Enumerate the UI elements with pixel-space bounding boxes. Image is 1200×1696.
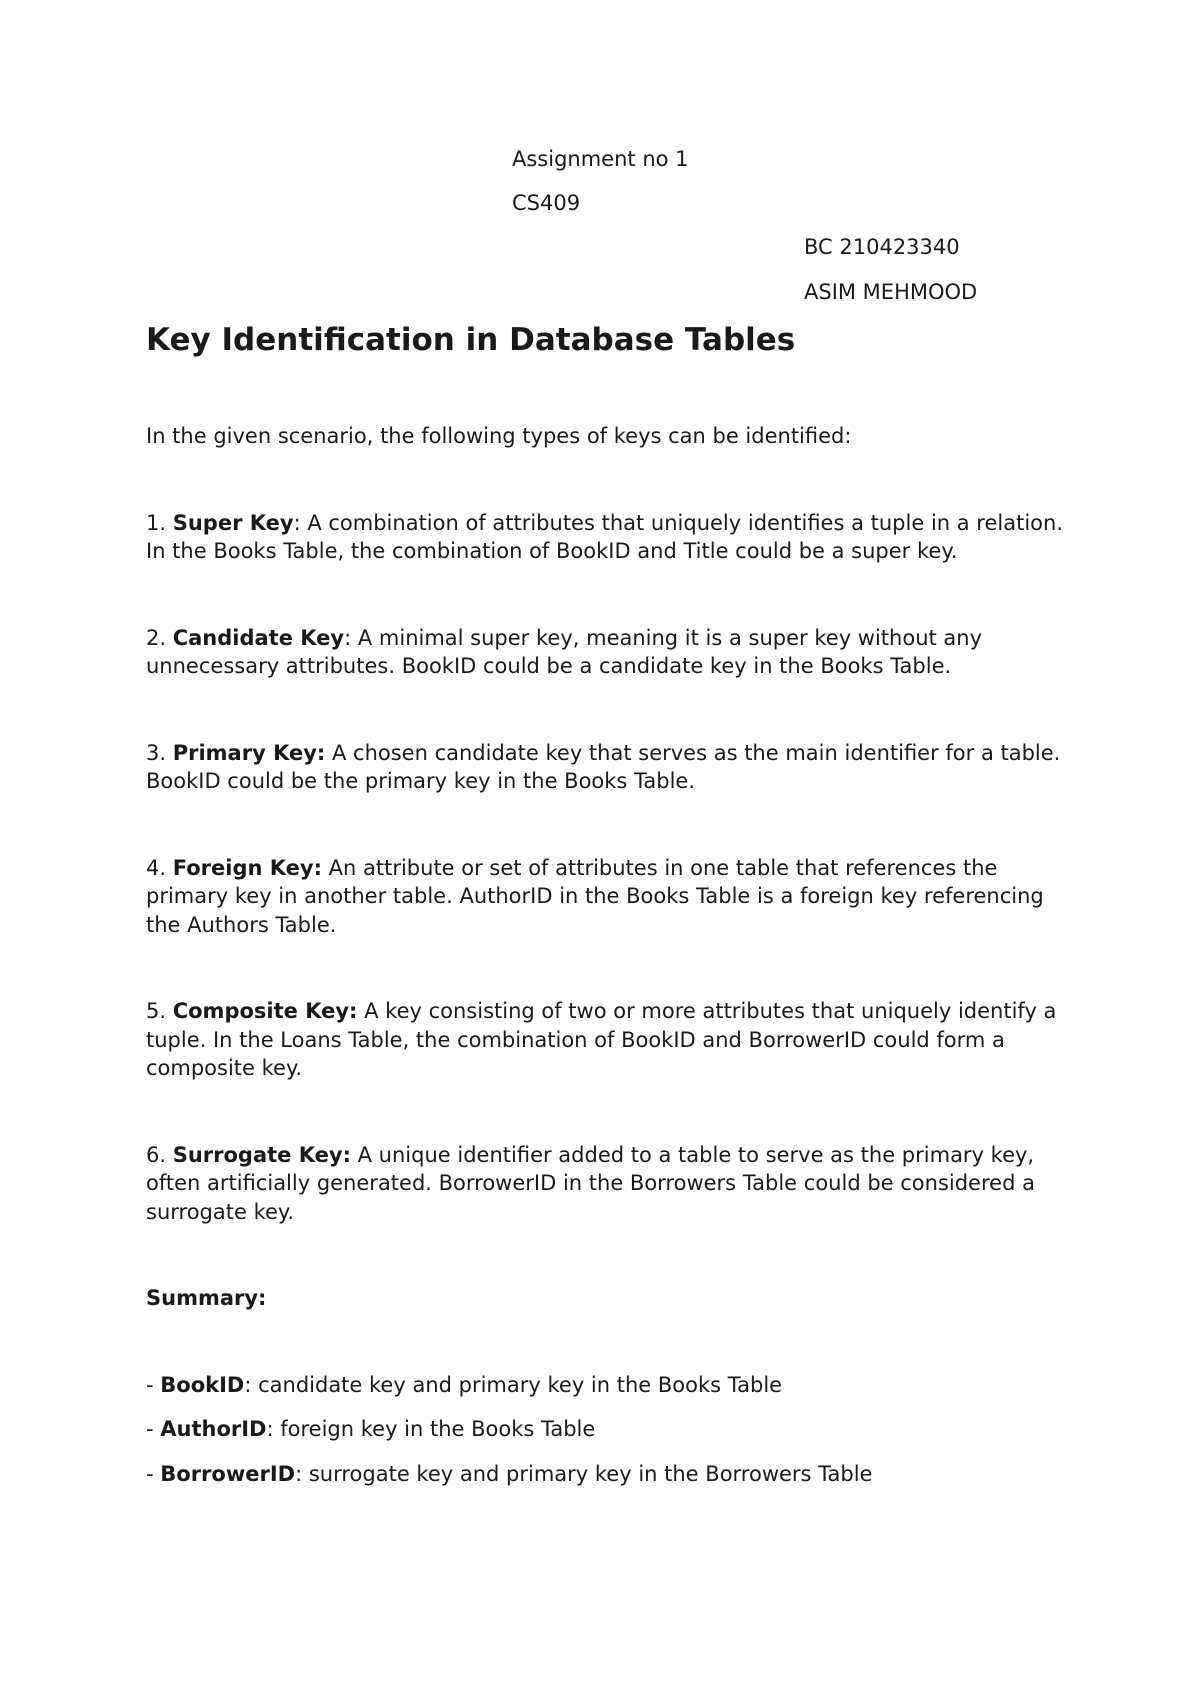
intro-paragraph: In the given scenario, the following types of keys can be identified: [146, 424, 852, 448]
item-text: A unique identifier added to a table to serve as the primary key, often artificially generated. BorrowerID in the Borrowers Table could be considered a surrogate key. [146, 1142, 1035, 1224]
summary-prefix: - [146, 1372, 161, 1397]
key-item-surrogate [146, 1141, 1066, 1227]
summary-heading: Summary: [146, 1286, 267, 1310]
item-number: 6. [146, 1142, 173, 1167]
key-item-composite [146, 997, 1066, 1083]
assignment-label: Assignment no 1 [512, 147, 689, 171]
summary-text: : surrogate key and primary key in the Borrowers Table [295, 1461, 873, 1486]
key-item-foreign [146, 854, 1066, 940]
summary-prefix: - [146, 1461, 161, 1486]
student-name: ASIM MEHMOOD [804, 280, 978, 304]
item-number: 1. [146, 510, 173, 535]
item-term: Super Key [172, 510, 294, 535]
summary-term: AuthorID [160, 1417, 267, 1441]
summary-item-borrowerid [146, 1460, 1066, 1489]
summary-item-authorid [146, 1415, 1066, 1444]
course-code: CS409 [512, 191, 581, 215]
document-body [146, 422, 1066, 1504]
summary-text: : foreign key in the Books Table [266, 1417, 596, 1441]
item-term: Primary Key: [172, 740, 326, 765]
item-text: An attribute or set of attributes in one table that references the primary key in another table. AuthorID in the Books Table is a foreign key referencing the Authors Table. [146, 855, 1044, 937]
summary-prefix: - [146, 1417, 161, 1441]
key-item-super [146, 509, 1066, 566]
item-number: 5. [146, 999, 173, 1023]
key-item-candidate [146, 624, 1066, 681]
item-term: Composite Key: [172, 999, 358, 1023]
item-term: Foreign Key: [172, 855, 322, 880]
item-number: 2. [146, 625, 173, 650]
summary-item-bookid [146, 1371, 1066, 1400]
item-text: A key consisting of two or more attributes that uniquely identify a tuple. In the Loans Table, the combination of BookID and BorrowerID could form a composite key. [146, 999, 1057, 1080]
summary-term: BorrowerID [160, 1461, 296, 1486]
summary-term: BookID [160, 1372, 245, 1397]
student-id: BC 210423340 [804, 235, 960, 259]
item-number: 4. [146, 855, 173, 880]
item-term: Candidate Key [172, 625, 345, 650]
document-title: Key Identification in Database Tables [146, 322, 796, 358]
item-text: : A combination of attributes that uniquely identifies a tuple in a relation. In the Books Table, the combination of BookID and Title could be a super key. [146, 510, 1064, 563]
summary-text: : candidate key and primary key in the Books Table [244, 1372, 783, 1397]
item-text: A chosen candidate key that serves as the main identifier for a table. BookID could be the primary key in the Books Table. [146, 740, 1061, 793]
item-number: 3. [146, 740, 173, 765]
item-term: Surrogate Key: [172, 1142, 351, 1167]
item-text: : A minimal super key, meaning it is a super key without any unnecessary attributes. BookID could be a candidate key in the Books Table. [146, 625, 983, 678]
key-item-primary [146, 739, 1066, 796]
